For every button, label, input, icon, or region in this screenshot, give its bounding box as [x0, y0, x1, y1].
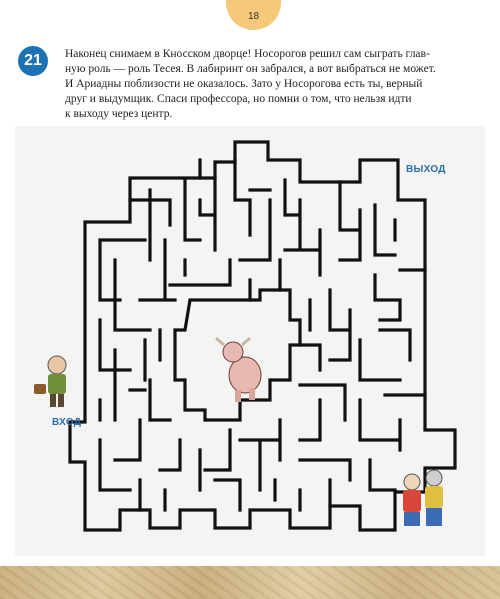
task-line: И Ариадны поблизости не оказалось. Зато у Носорогова есть ты, верный	[65, 78, 423, 90]
task-number-badge: 21	[18, 46, 48, 76]
task-line: ную роль — роль Тесея. В лабиринт он забрался, а вот выбраться не может.	[65, 63, 436, 75]
decorative-footer-band	[0, 566, 500, 599]
page-number: 18	[226, 0, 281, 30]
minotaur-character-icon	[216, 338, 261, 402]
task-line: Наконец снимаем в Кносском дворце! Носорогов решил сам сыграть глав-	[65, 48, 430, 60]
professor-character-icon	[34, 356, 66, 407]
maze-walls	[100, 160, 425, 510]
exit-label: ВЫХОД	[406, 164, 446, 175]
task-line: друг и выдумщик. Спаси профессора, но помни о том, что нельзя идти	[65, 93, 412, 105]
maze-outer-wall	[70, 142, 455, 530]
entry-label: ВХОД	[52, 417, 82, 428]
task-line: к выходу через центр.	[65, 108, 173, 120]
kids-characters-icon	[403, 470, 443, 526]
